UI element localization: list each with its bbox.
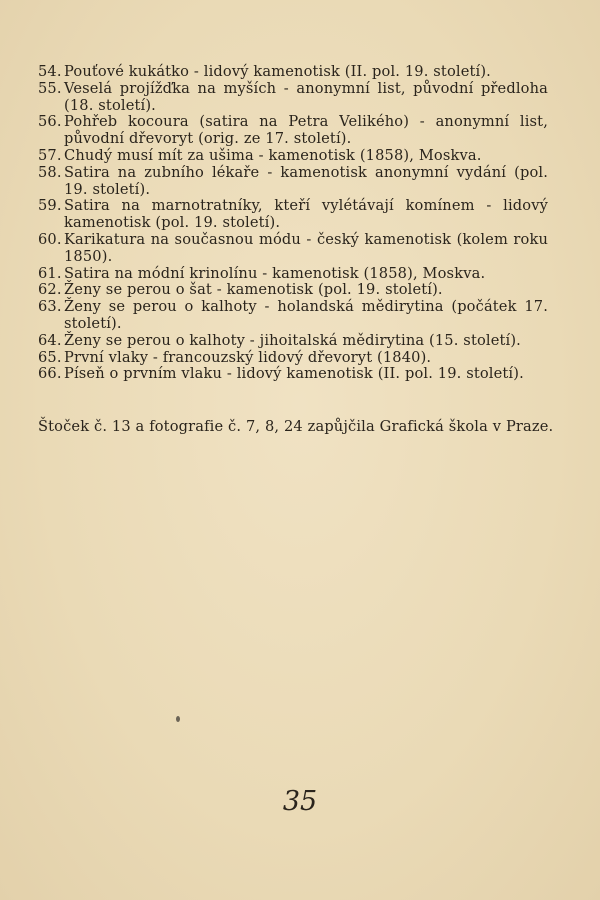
list-item [38, 282, 548, 299]
list-item [38, 198, 548, 232]
item-text: Veselá projížďka na myších - anonymní list, původní předloha (18. století). [64, 79, 548, 114]
list-item [38, 148, 548, 165]
item-text: Satira na zubního lékaře - kamenotisk anonymní vydání (pol. 19. století). [64, 163, 548, 198]
item-number: 58. [38, 163, 62, 181]
item-number: 63. [38, 298, 62, 316]
list-item [38, 64, 548, 81]
item-text: Satira na módní krinolínu - kamenotisk (1858), Moskva. [64, 264, 486, 282]
item-text: Satira na marnotratníky, kteří vylétávají komínem - lidový kamenotisk (pol. 19. století). [64, 197, 548, 232]
list-item [38, 165, 548, 199]
item-text: Ženy se perou o kalhoty - jihoitalská mědirytina (15. století). [64, 331, 521, 349]
item-text: Ženy se perou o šat - kamenotisk (pol. 19. století). [64, 281, 443, 299]
item-number: 61. [38, 264, 62, 282]
item-number: 62. [38, 281, 62, 299]
list-item [38, 266, 548, 283]
illustration-list [38, 64, 548, 383]
list-item [38, 232, 548, 266]
item-text: Karikatura na současnou módu - český kamenotisk (kolem roku 1850). [64, 230, 548, 265]
list-item [38, 81, 548, 115]
list-item [38, 333, 548, 350]
item-number: 60. [38, 230, 62, 248]
item-number: 66. [38, 365, 62, 383]
list-item [38, 299, 548, 333]
page-number: 35 [282, 786, 318, 817]
list-item [38, 114, 548, 148]
list-item [38, 366, 548, 383]
item-number: 65. [38, 348, 62, 366]
item-number: 59. [38, 197, 62, 215]
item-number: 55. [38, 79, 62, 97]
list-item [38, 350, 548, 367]
item-text: Píseň o prvním vlaku - lidový kamenotisk (II. pol. 19. století). [64, 365, 524, 383]
item-number: 56. [38, 113, 62, 131]
item-text: Pohřeb kocoura (satira na Petra Velikého) - anonymní list, původní dřevoryt (orig. ze 17. století). [64, 113, 548, 148]
item-text: Ženy se perou o kalhoty - holandská mědirytina (počátek 17. století). [64, 298, 548, 332]
item-text: Pouťové kukátko - lidový kamenotisk (II. pol. 19. století). [64, 63, 491, 80]
item-number: 64. [38, 331, 62, 349]
item-text: První vlaky - francouzský lidový dřevoryt (1840). [64, 348, 432, 366]
item-number: 57. [38, 146, 62, 164]
item-text: Chudý musí mít za ušima - kamenotisk (1858), Moskva. [64, 146, 482, 164]
ink-speck [176, 716, 180, 722]
credit-note: Štoček č. 13 a fotografie č. 7, 8, 24 zapůjčila Grafická škola v Praze. [38, 417, 554, 435]
item-number: 54. [38, 63, 62, 80]
